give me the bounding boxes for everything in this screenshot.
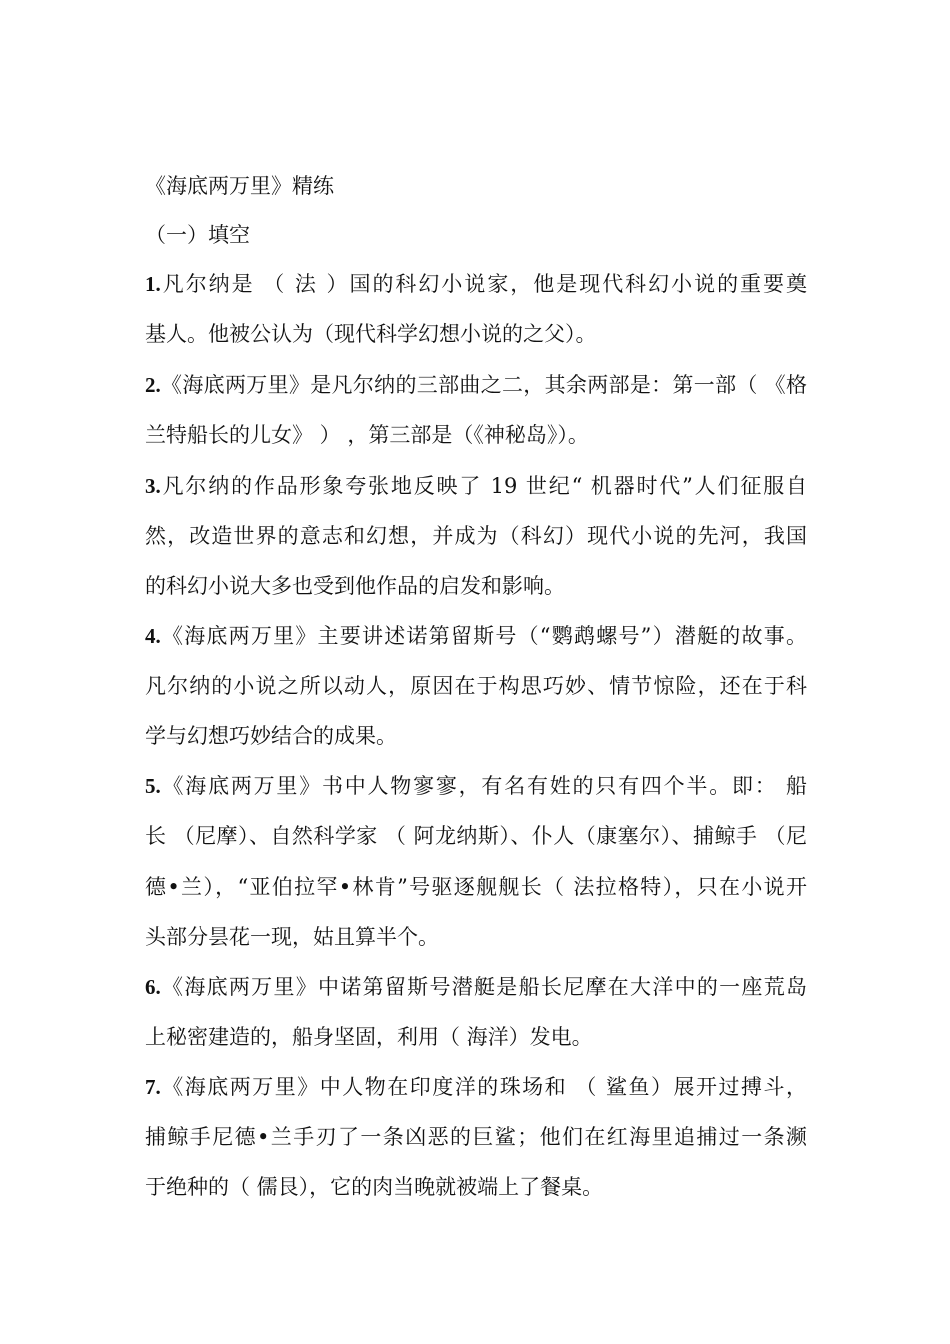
question-1-line-2: 基人。他被公认为（现代科学幻想小说的之父）。 [145,322,597,346]
question-5-line-3: 德•兰），“亚伯拉罕•林肯”号驱逐舰舰长（ 法拉格特），只在小说开 [145,875,807,899]
question-7-line-1: 7.《海底两万里》中人物在印度洋的珠场和 （ 鲨鱼）展开过搏斗， [145,1075,807,1099]
question-3-line-3: 的科幻小说大多也受到他作品的启发和影响。 [145,574,565,598]
document-title: 《海底两万里》精练 [145,174,334,198]
question-3-line-2: 然，改造世界的意志和幻想，并成为（科幻）现代小说的先河，我国 [145,524,807,548]
question-4-line-1: 4.《海底两万里》主要讲述诺第留斯号（“鹦鹉螺号”）潜艇的故事。 [145,624,807,648]
question-number: 2. [145,373,161,397]
question-number: 7. [145,1075,161,1099]
question-7-line-3: 于绝种的（ 儒艮），它的肉当晚就被端上了餐桌。 [145,1175,604,1199]
section-heading: （一）填空 [145,223,250,247]
question-7-line-2: 捕鲸手尼德•兰手刃了一条凶恶的巨鲨；他们在红海里追捕过一条濒 [145,1125,807,1149]
question-5-line-1: 5.《海底两万里》书中人物寥寥，有名有姓的只有四个半。即： 船 [145,774,807,798]
question-number: 4. [145,624,161,648]
question-4-line-2: 凡尔纳的小说之所以动人，原因在于构思巧妙、情节惊险，还在于科 [145,674,807,698]
question-5-line-2: 长 （尼摩）、自然科学家 （ 阿龙纳斯）、仆人（康塞尔）、捕鲸手 （尼 [145,824,807,848]
question-3-line-1: 3.凡尔纳的作品形象夸张地反映了 19 世纪“ 机器时代”人们征服自 [145,474,807,498]
question-6-line-1: 6.《海底两万里》中诺第留斯号潜艇是船长尼摩在大洋中的一座荒岛 [145,975,807,999]
question-1-line-1: 1.凡尔纳是 （ 法 ）国的科幻小说家，他是现代科幻小说的重要奠 [145,272,807,296]
question-4-line-3: 学与幻想巧妙结合的成果。 [145,724,397,748]
question-number: 3. [145,474,161,498]
question-number: 5. [145,774,161,798]
question-2-line-1: 2.《海底两万里》是凡尔纳的三部曲之二，其余两部是：第一部（ 《格 [145,373,807,397]
question-number: 1. [145,272,161,296]
question-6-line-2: 上秘密建造的，船身坚固，利用（ 海洋）发电。 [145,1025,593,1049]
question-2-line-2: 兰特船长的儿女》 ） ，第三部是（《神秘岛》）。 [145,423,589,447]
question-5-line-4: 头部分昙花一现，姑且算半个。 [145,925,439,949]
question-number: 6. [145,975,161,999]
